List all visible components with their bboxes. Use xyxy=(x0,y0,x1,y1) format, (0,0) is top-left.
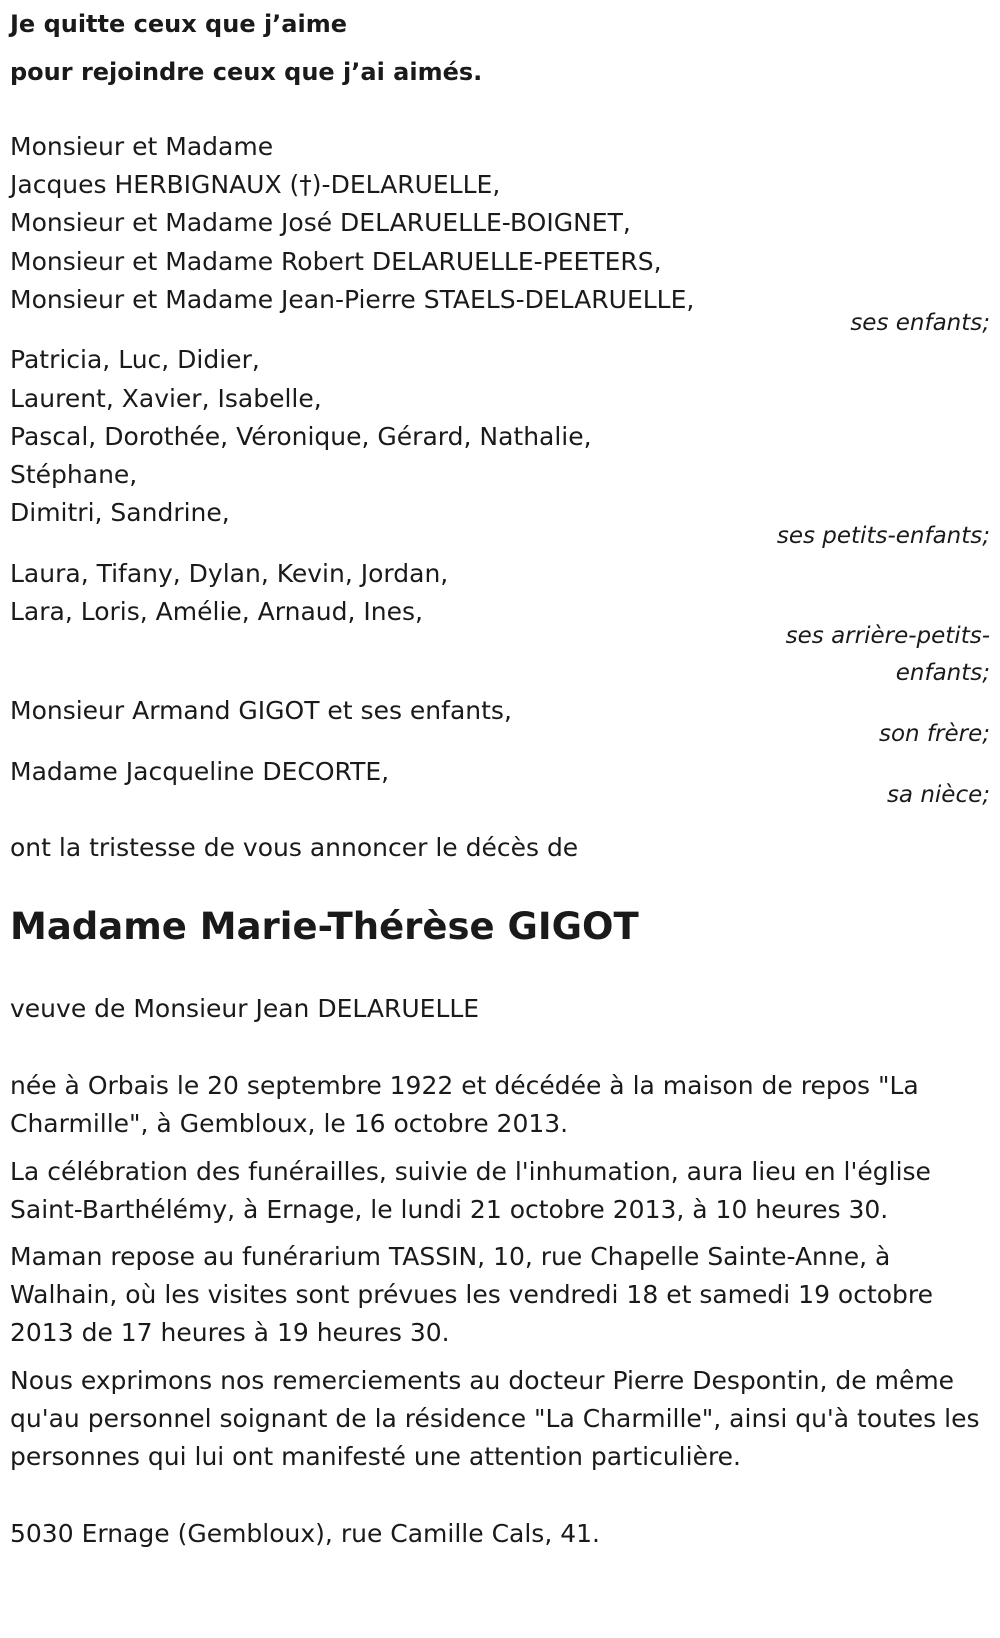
motto-line-1: Je quitte ceux que j’aime xyxy=(10,10,348,38)
birth-death-paragraph: née à Orbais le 20 septembre 1922 et décédée à la maison de repos "La Charmille", à Gembloux, le 16 octobre 2013. xyxy=(10,1071,919,1138)
relation-great-grandchildren-line-2: enfants; xyxy=(895,660,990,686)
relation-children: ses enfants; xyxy=(850,310,990,336)
funeral-paragraph: La célébration des funérailles, suivie de l'inhumation, aura lieu en l'église Saint-Barthélémy, à Ernage, le lundi 21 octobre 2013, à 10 heures 30. xyxy=(10,1157,931,1224)
grandchildren-line: Pascal, Dorothée, Véronique, Gérard, Nathalie, xyxy=(10,422,592,451)
visits-paragraph: Maman repose au funérarium TASSIN, 10, rue Chapelle Sainte-Anne, à Walhain, où les visites sont prévues les vendredi 18 et samedi 19 octobre 2013 de 17 heures à 19 heures 30. xyxy=(10,1242,934,1347)
relation-grandchildren: ses petits-enfants; xyxy=(776,523,990,549)
grandchildren-line: Dimitri, Sandrine, xyxy=(10,498,230,527)
deceased-name: Madame Marie-Thérèse GIGOT xyxy=(10,905,639,948)
children-line: Monsieur et Madame Robert DELARUELLE-PEETERS, xyxy=(10,247,662,276)
children-line: Monsieur et Madame Jean-Pierre STAELS-DELARUELLE, xyxy=(10,285,695,314)
great-grandchildren-line: Lara, Loris, Amélie, Arnaud, Ines, xyxy=(10,597,423,626)
children-line: Monsieur et Madame José DELARUELLE-BOIGNET, xyxy=(10,208,631,237)
grandchildren-line: Laurent, Xavier, Isabelle, xyxy=(10,384,322,413)
grandchildren-line: Stéphane, xyxy=(10,460,138,489)
thanks-paragraph: Nous exprimons nos remerciements au docteur Pierre Despontin, de même qu'au personnel soignant de la résidence "La Charmille", ainsi qu'à toutes les personnes qui lui ont manifesté une attention particulière. xyxy=(10,1366,980,1471)
relation-niece: sa nièce; xyxy=(886,782,990,808)
motto-line-2: pour rejoindre ceux que j’ai aimés. xyxy=(10,58,483,86)
relation-brother: son frère; xyxy=(878,721,990,747)
announcement: ont la tristesse de vous annoncer le décès de xyxy=(10,833,579,862)
brother-line: Monsieur Armand GIGOT et ses enfants, xyxy=(10,696,512,725)
niece-line: Madame Jacqueline DECORTE, xyxy=(10,757,390,786)
relation-great-grandchildren-line-1: ses arrière-petits- xyxy=(785,623,990,649)
children-line: Monsieur et Madame xyxy=(10,132,274,161)
widow-of: veuve de Monsieur Jean DELARUELLE xyxy=(10,994,480,1023)
address: 5030 Ernage (Gembloux), rue Camille Cals, 41. xyxy=(10,1519,600,1548)
great-grandchildren-line: Laura, Tifany, Dylan, Kevin, Jordan, xyxy=(10,559,449,588)
children-line: Jacques HERBIGNAUX (†)-DELARUELLE, xyxy=(10,170,501,199)
grandchildren-line: Patricia, Luc, Didier, xyxy=(10,345,260,374)
